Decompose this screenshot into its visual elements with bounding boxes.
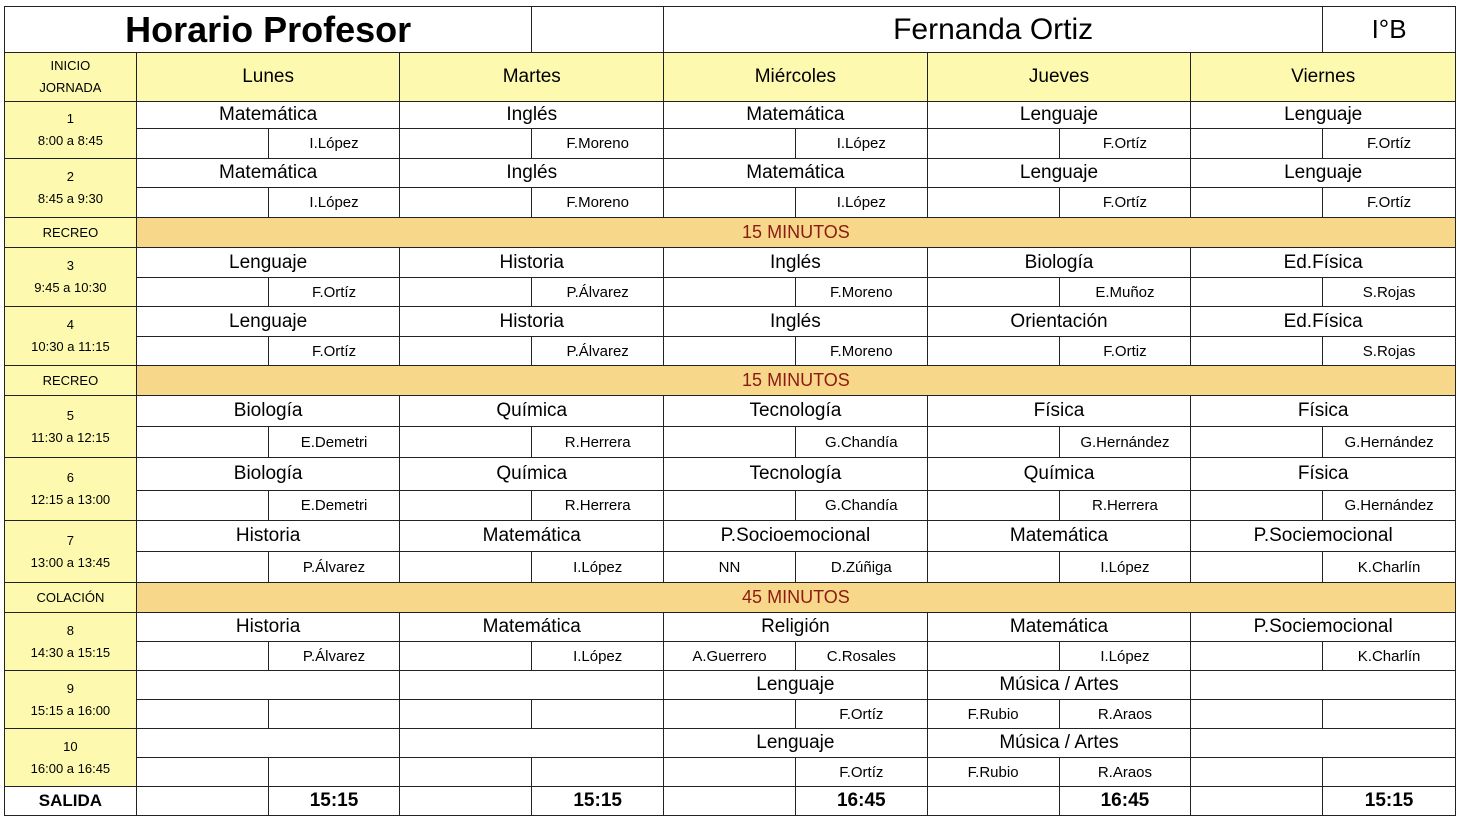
block-number: 6: [66, 470, 75, 485]
teacher-cell-left: [664, 188, 796, 218]
block-label-cell: [5, 248, 137, 307]
teacher-cell-left: A.Guerrero: [664, 642, 796, 671]
block-label-cell: [5, 521, 137, 583]
block-time: 8:45 a 9:30: [37, 191, 103, 206]
teacher-cell-right: E.Demetri: [268, 427, 400, 458]
block-subject-row: [5, 671, 1456, 700]
teacher-cell-right: F.Ortiz: [1059, 337, 1191, 366]
block-subject-row: [5, 396, 1456, 427]
teacher-cell-right: R.Herrera: [1059, 491, 1191, 521]
teacher-cell-left: [927, 642, 1059, 671]
teacher-cell-left: F.Rubio: [927, 758, 1059, 787]
teacher-cell-left: [664, 758, 796, 787]
block-time: 10:30 a 11:15: [31, 339, 110, 354]
teacher-cell-right: D.Zúñiga: [795, 552, 927, 583]
exit-time: 15:15: [268, 787, 400, 816]
subject-cell: Tecnología: [664, 458, 928, 491]
teacher-cell-right: G.Hernández: [1323, 427, 1456, 458]
block-label-cell: [5, 396, 137, 458]
block-label-cell: [5, 458, 137, 521]
day-header-tuesday: Martes: [400, 53, 664, 102]
teacher-cell-left: [1191, 642, 1323, 671]
teacher-cell-right: P.Álvarez: [532, 337, 664, 366]
subject-cell: Física: [927, 396, 1191, 427]
teacher-cell-left: [136, 642, 268, 671]
subject-cell: [400, 671, 664, 700]
teacher-cell-right: I.López: [532, 552, 664, 583]
teacher-cell-right: G.Chandía: [795, 491, 927, 521]
break-duration-bar: 15 MINUTOS: [136, 218, 1455, 248]
block-time: 13:00 a 13:45: [30, 554, 111, 570]
block-subject-row: [5, 159, 1456, 188]
block-subject-row: [5, 458, 1456, 491]
day-header-thursday: Jueves: [927, 53, 1191, 102]
subject-cell: Historia: [136, 613, 400, 642]
block-subject-row: [5, 521, 1456, 552]
subject-cell: Química: [400, 396, 664, 427]
teacher-cell-left: [1191, 491, 1323, 521]
block-time: 9:45 a 10:30: [34, 280, 107, 295]
start-label-line-2: JORNADA: [39, 80, 102, 95]
block-number: 9: [66, 680, 75, 696]
teacher-cell-left: [664, 337, 796, 366]
block-time: 14:30 a 15:15: [30, 644, 111, 660]
teacher-cell-right: [268, 700, 400, 729]
teacher-cell-right: P.Álvarez: [268, 642, 400, 671]
teacher-cell-left: [1191, 427, 1323, 458]
block-subject-row: [5, 307, 1456, 337]
days-header-row: [5, 53, 1456, 102]
block-number: 5: [66, 407, 75, 423]
teacher-cell-left: [136, 491, 268, 521]
block-teacher-row: [5, 427, 1456, 458]
header-row: [5, 7, 1456, 53]
teacher-cell-right: F.Ortíz: [1059, 129, 1191, 159]
teacher-cell-right: F.Ortíz: [1323, 129, 1456, 159]
block-subject-row: [5, 102, 1456, 129]
schedule-title: Horario Profesor: [5, 7, 532, 53]
block-label-cell: [5, 307, 137, 366]
teacher-cell-left: [927, 491, 1059, 521]
subject-cell: Música / Artes: [927, 729, 1191, 758]
teacher-cell-left: [1191, 337, 1323, 366]
exit-time: 15:15: [532, 787, 664, 816]
block-subject-row: [5, 729, 1456, 758]
break-row: [5, 366, 1456, 396]
day-header-wednesday: Miércoles: [664, 53, 928, 102]
break-row: [5, 583, 1456, 613]
teacher-cell-left: [927, 188, 1059, 218]
teacher-cell-left: [400, 758, 532, 787]
subject-cell: Matemática: [927, 613, 1191, 642]
teacher-cell-right: S.Rojas: [1323, 337, 1456, 366]
teacher-cell-right: E.Muñoz: [1059, 278, 1191, 307]
teacher-cell-right: R.Herrera: [532, 427, 664, 458]
subject-cell: P.Socioemocional: [664, 521, 928, 552]
block-number: 2: [66, 169, 75, 184]
teacher-cell-left: [136, 129, 268, 159]
exit-spacer-cell: [664, 787, 796, 816]
teacher-cell-left: [400, 129, 532, 159]
subject-cell: Historia: [136, 521, 400, 552]
teacher-cell-right: F.Moreno: [795, 278, 927, 307]
block-teacher-row: [5, 188, 1456, 218]
teacher-cell-right: I.López: [268, 129, 400, 159]
teacher-cell-right: I.López: [268, 188, 400, 218]
subject-cell: Lenguaje: [136, 248, 400, 278]
block-number: 7: [66, 532, 75, 548]
teacher-cell-right: I.López: [795, 129, 927, 159]
subject-cell: [1191, 671, 1456, 700]
subject-cell: Inglés: [400, 102, 664, 129]
block-teacher-row: [5, 129, 1456, 159]
teacher-cell-left: [664, 278, 796, 307]
teacher-cell-left: [136, 700, 268, 729]
subject-cell: Ed.Física: [1191, 248, 1456, 278]
teacher-cell-left: [1191, 188, 1323, 218]
subject-cell: Física: [1191, 458, 1456, 491]
subject-cell: Matemática: [664, 102, 928, 129]
subject-cell: Lenguaje: [1191, 102, 1456, 129]
subject-cell: Lenguaje: [927, 159, 1191, 188]
block-teacher-row: [5, 700, 1456, 729]
teacher-cell-left: [400, 278, 532, 307]
block-subject-row: [5, 613, 1456, 642]
subject-cell: Historia: [400, 248, 664, 278]
teacher-cell-right: R.Herrera: [532, 491, 664, 521]
subject-cell: Lenguaje: [136, 307, 400, 337]
teacher-cell-left: F.Rubio: [927, 700, 1059, 729]
teacher-cell-right: F.Moreno: [532, 129, 664, 159]
teacher-cell-left: [664, 129, 796, 159]
teacher-cell-left: [136, 278, 268, 307]
teacher-cell-left: [136, 758, 268, 787]
teacher-cell-right: [1323, 758, 1456, 787]
teacher-cell-right: [532, 758, 664, 787]
block-time: 8:00 a 8:45: [37, 133, 103, 148]
teacher-cell-right: F.Moreno: [532, 188, 664, 218]
teacher-cell-left: [1191, 278, 1323, 307]
block-label-cell: [5, 102, 137, 159]
block-teacher-row: [5, 337, 1456, 366]
subject-cell: Matemática: [927, 521, 1191, 552]
teacher-cell-left: [136, 552, 268, 583]
exit-label: SALIDA: [5, 787, 137, 816]
exit-row: [5, 787, 1456, 816]
subject-cell: P.Sociemocional: [1191, 521, 1456, 552]
teacher-cell-right: F.Ortíz: [795, 758, 927, 787]
block-time: 11:30 a 12:15: [31, 429, 110, 445]
subject-cell: Química: [400, 458, 664, 491]
subject-cell: Matemática: [136, 159, 400, 188]
teacher-cell-left: [1191, 758, 1323, 787]
teacher-name: Fernanda Ortiz: [664, 7, 1323, 53]
block-label-cell: [5, 671, 137, 729]
teacher-cell-right: E.Demetri: [268, 491, 400, 521]
block-subject-row: [5, 248, 1456, 278]
teacher-cell-left: [927, 552, 1059, 583]
teacher-cell-right: R.Araos: [1059, 700, 1191, 729]
schedule-body: [5, 7, 1456, 816]
break-label: COLACIÓN: [5, 583, 137, 613]
header-blank-cell: [532, 7, 664, 53]
teacher-cell-right: [268, 758, 400, 787]
teacher-cell-left: [400, 188, 532, 218]
teacher-cell-left: [927, 278, 1059, 307]
block-teacher-row: [5, 552, 1456, 583]
teacher-cell-left: [1191, 700, 1323, 729]
teacher-cell-right: I.López: [795, 188, 927, 218]
subject-cell: Matemática: [400, 521, 664, 552]
block-teacher-row: [5, 278, 1456, 307]
teacher-cell-left: [400, 427, 532, 458]
break-label: RECREO: [5, 218, 137, 248]
block-label-cell: [5, 159, 137, 218]
block-time: 16:00 a 16:45: [30, 760, 111, 776]
subject-cell: [136, 729, 400, 758]
teacher-cell-right: [532, 700, 664, 729]
subject-cell: [400, 729, 664, 758]
subject-cell: Matemática: [664, 159, 928, 188]
exit-time: 16:45: [795, 787, 927, 816]
exit-spacer-cell: [1191, 787, 1323, 816]
teacher-cell-right: C.Rosales: [795, 642, 927, 671]
day-header-monday: Lunes: [136, 53, 400, 102]
teacher-cell-left: [927, 337, 1059, 366]
subject-cell: Matemática: [400, 613, 664, 642]
break-label: RECREO: [5, 366, 137, 396]
teacher-cell-left: [400, 700, 532, 729]
exit-spacer-cell: [400, 787, 532, 816]
teacher-cell-left: [927, 129, 1059, 159]
block-label-cell: [5, 613, 137, 671]
subject-cell: Biología: [927, 248, 1191, 278]
block-teacher-row: [5, 491, 1456, 521]
block-number: 4: [66, 317, 75, 332]
teacher-cell-right: S.Rojas: [1323, 278, 1456, 307]
subject-cell: Inglés: [664, 248, 928, 278]
subject-cell: Historia: [400, 307, 664, 337]
block-teacher-row: [5, 642, 1456, 671]
subject-cell: P.Sociemocional: [1191, 613, 1456, 642]
block-label-cell: [5, 729, 137, 787]
break-duration-bar: 15 MINUTOS: [136, 366, 1455, 396]
teacher-cell-right: [1323, 700, 1456, 729]
teacher-cell-left: [664, 700, 796, 729]
teacher-cell-left: NN: [664, 552, 796, 583]
teacher-cell-right: G.Hernández: [1059, 427, 1191, 458]
teacher-cell-right: P.Álvarez: [532, 278, 664, 307]
teacher-cell-left: [136, 188, 268, 218]
subject-cell: Lenguaje: [1191, 159, 1456, 188]
block-number: 10: [63, 738, 78, 754]
exit-spacer-cell: [927, 787, 1059, 816]
teacher-cell-right: I.López: [1059, 552, 1191, 583]
teacher-cell-left: [664, 491, 796, 521]
start-label-line-1: INICIO: [50, 58, 91, 73]
course-label: I°B: [1323, 7, 1456, 53]
block-teacher-row: [5, 758, 1456, 787]
subject-cell: Inglés: [400, 159, 664, 188]
teacher-cell-left: [664, 427, 796, 458]
teacher-cell-right: R.Araos: [1059, 758, 1191, 787]
block-number: 1: [66, 111, 75, 126]
subject-cell: Física: [1191, 396, 1456, 427]
subject-cell: Música / Artes: [927, 671, 1191, 700]
teacher-cell-left: [400, 552, 532, 583]
teacher-cell-right: G.Hernández: [1323, 491, 1456, 521]
teacher-cell-left: [400, 642, 532, 671]
exit-time: 16:45: [1059, 787, 1191, 816]
break-duration-bar: 45 MINUTOS: [136, 583, 1455, 613]
teacher-cell-left: [136, 337, 268, 366]
block-time: 15:15 a 16:00: [30, 702, 111, 718]
subject-cell: Religión: [664, 613, 928, 642]
teacher-schedule-table: [4, 6, 1456, 816]
teacher-cell-right: G.Chandía: [795, 427, 927, 458]
subject-cell: Química: [927, 458, 1191, 491]
teacher-cell-left: [1191, 129, 1323, 159]
teacher-cell-right: P.Álvarez: [268, 552, 400, 583]
subject-cell: Matemática: [136, 102, 400, 129]
teacher-cell-left: [1191, 552, 1323, 583]
block-time: 12:15 a 13:00: [30, 492, 111, 507]
teacher-cell-right: K.Charlín: [1323, 552, 1456, 583]
block-number: 3: [66, 258, 75, 273]
teacher-cell-right: I.López: [532, 642, 664, 671]
subject-cell: Biología: [136, 396, 400, 427]
teacher-cell-right: F.Moreno: [795, 337, 927, 366]
teacher-cell-left: [927, 427, 1059, 458]
teacher-cell-right: F.Ortíz: [1059, 188, 1191, 218]
subject-cell: Ed.Física: [1191, 307, 1456, 337]
subject-cell: Lenguaje: [664, 729, 928, 758]
day-header-friday: Viernes: [1191, 53, 1456, 102]
subject-cell: Orientación: [927, 307, 1191, 337]
exit-time: 15:15: [1323, 787, 1456, 816]
break-row: [5, 218, 1456, 248]
subject-cell: Tecnología: [664, 396, 928, 427]
subject-cell: Lenguaje: [927, 102, 1191, 129]
teacher-cell-left: [136, 427, 268, 458]
start-label-cell: [5, 53, 137, 102]
subject-cell: Inglés: [664, 307, 928, 337]
subject-cell: Biología: [136, 458, 400, 491]
subject-cell: [1191, 729, 1456, 758]
teacher-cell-right: F.Ortíz: [268, 337, 400, 366]
block-number: 8: [66, 622, 75, 638]
subject-cell: [136, 671, 400, 700]
teacher-cell-right: F.Ortíz: [268, 278, 400, 307]
exit-spacer-cell: [136, 787, 268, 816]
teacher-cell-left: [400, 491, 532, 521]
teacher-cell-right: F.Ortíz: [795, 700, 927, 729]
teacher-cell-left: [400, 337, 532, 366]
teacher-cell-right: I.López: [1059, 642, 1191, 671]
subject-cell: Lenguaje: [664, 671, 928, 700]
teacher-cell-right: F.Ortíz: [1323, 188, 1456, 218]
teacher-cell-right: K.Charlín: [1323, 642, 1456, 671]
